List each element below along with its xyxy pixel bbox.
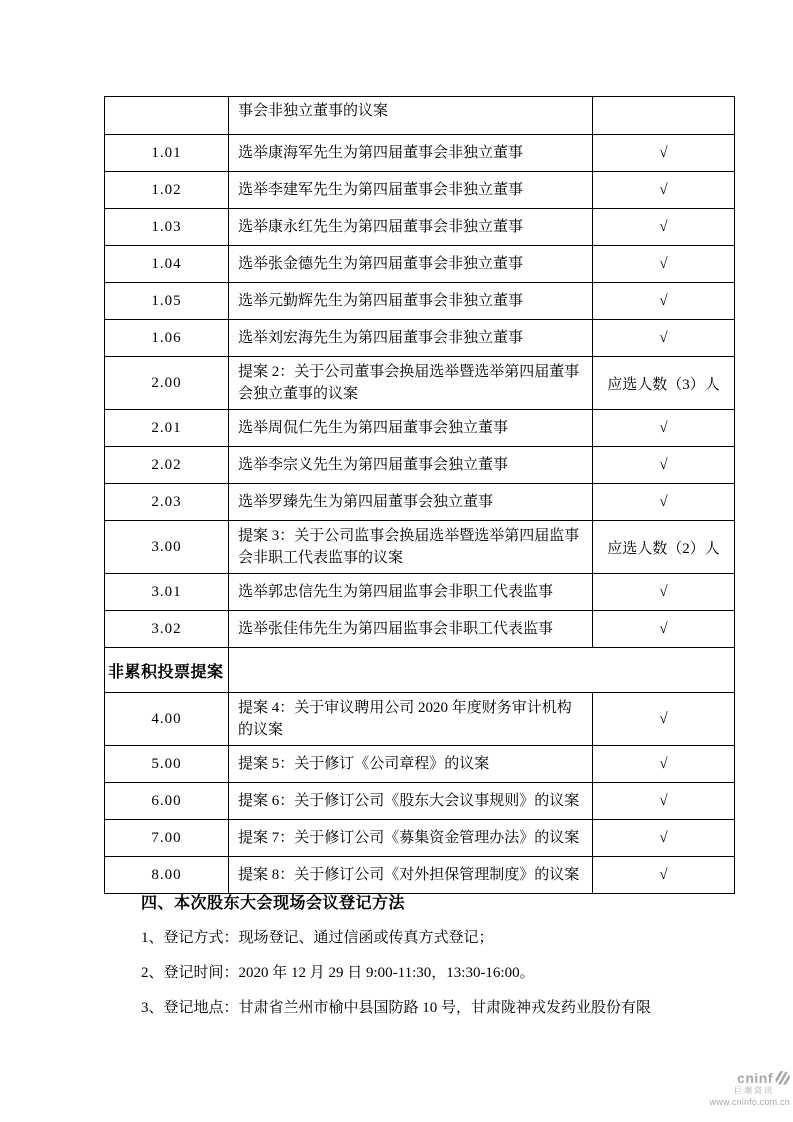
cell-proposal-number: 1.02	[105, 172, 229, 209]
cell-proposal-text: 提案 5：关于修订《公司章程》的议案	[229, 746, 593, 783]
cell-proposal-number: 2.00	[105, 357, 229, 410]
proposal-table-body	[105, 97, 735, 894]
registration-item-method: 1、登记方式：现场登记、通过信函或传真方式登记；	[141, 930, 494, 946]
cell-proposal-number: 2.02	[105, 447, 229, 484]
table-row	[105, 783, 735, 820]
cell-proposal-text: 选举刘宏海先生为第四届董事会非独立董事	[229, 320, 593, 357]
cell-vote-mark: √	[593, 410, 735, 447]
table-row	[105, 135, 735, 172]
table-row	[105, 283, 735, 320]
cell-proposal-text: 事会非独立董事的议案	[229, 97, 593, 135]
cninfo-brand-text: cninf	[737, 1070, 773, 1086]
cell-proposal-text: 选举张金德先生为第四届董事会非独立董事	[229, 246, 593, 283]
cell-vote-mark: √	[593, 693, 735, 746]
cell-vote-mark: √	[593, 209, 735, 246]
cell-proposal-text: 提案 4：关于审议聘用公司 2020 年度财务审计机构的议案	[229, 693, 593, 746]
cell-proposal-text: 选举张佳伟先生为第四届监事会非职工代表监事	[229, 611, 593, 648]
section-label: 非累积投票提案	[105, 648, 229, 693]
table-row	[105, 484, 735, 521]
cell-proposal-number: 5.00	[105, 746, 229, 783]
cninfo-url: www.cninfo.com.cn	[709, 1097, 790, 1107]
cell-vote-mark: √	[593, 857, 735, 894]
table-row	[105, 410, 735, 447]
cell-proposal-text: 提案 3：关于公司监事会换届选举暨选举第四届监事会非职工代表监事的议案	[229, 521, 593, 574]
cninfo-watermark	[698, 1071, 790, 1107]
registration-section	[141, 893, 721, 1019]
cninfo-name: 巨潮资讯	[734, 1086, 774, 1095]
table-row	[105, 209, 735, 246]
table-row	[105, 246, 735, 283]
table-row	[105, 521, 735, 574]
table-row	[105, 693, 735, 746]
cell-proposal-text: 提案 6：关于修订公司《股东大会议事规则》的议案	[229, 783, 593, 820]
cell-vote-mark: √	[593, 246, 735, 283]
cell-vote-mark: √	[593, 135, 735, 172]
cell-proposal-number: 1.04	[105, 246, 229, 283]
table-row	[105, 97, 735, 135]
table-row	[105, 320, 735, 357]
cell-vote-mark: √	[593, 820, 735, 857]
cell-proposal-text: 选举周侃仁先生为第四届董事会独立董事	[229, 410, 593, 447]
table-row	[105, 820, 735, 857]
cell-proposal-number: 3.00	[105, 521, 229, 574]
cell-proposal-number: 1.01	[105, 135, 229, 172]
cell-vote-mark: √	[593, 283, 735, 320]
cell-vote-mark	[593, 97, 735, 135]
registration-item-place: 3、登记地点：甘肃省兰州市榆中县国防路 10 号，甘肃陇神戎发药业股份有限	[141, 1000, 652, 1016]
cell-vote-mark: √	[593, 783, 735, 820]
cell-proposal-number: 3.01	[105, 574, 229, 611]
cell-proposal-number: 1.03	[105, 209, 229, 246]
cell-proposal-text: 选举元勤辉先生为第四届董事会非独立董事	[229, 283, 593, 320]
cell-proposal-number	[105, 97, 229, 135]
cell-proposal-number: 6.00	[105, 783, 229, 820]
table-row	[105, 574, 735, 611]
cell-proposal-text: 提案 2：关于公司董事会换届选举暨选举第四届董事会独立董事的议案	[229, 357, 593, 410]
cell-proposal-text: 提案 8：关于修订公司《对外担保管理制度》的议案	[229, 857, 593, 894]
table-row	[105, 447, 735, 484]
cell-proposal-text: 选举李宗义先生为第四届董事会独立董事	[229, 447, 593, 484]
cninfo-logo	[698, 1071, 790, 1085]
registration-heading: 四、本次股东大会现场会议登记方法	[141, 895, 406, 912]
table-row	[105, 857, 735, 894]
table-row	[105, 357, 735, 410]
cell-vote-mark: √	[593, 746, 735, 783]
cell-proposal-number: 2.03	[105, 484, 229, 521]
registration-item-time: 2、登记时间：2020 年 12 月 29 日 9:00-11:30，13:30-16:00。	[141, 965, 535, 981]
cell-proposal-text: 选举李建军先生为第四届董事会非独立董事	[229, 172, 593, 209]
cell-proposal-text: 选举康海军先生为第四届董事会非独立董事	[229, 135, 593, 172]
cninfo-swirl-icon	[775, 1071, 790, 1085]
cell-vote-mark: √	[593, 320, 735, 357]
cell-proposal-number: 4.00	[105, 693, 229, 746]
cell-proposal-text: 选举罗臻先生为第四届董事会独立董事	[229, 484, 593, 521]
proposal-table	[104, 96, 735, 894]
cell-vote-mark: 应选人数（3）人	[593, 357, 735, 410]
cell-proposal-number: 2.01	[105, 410, 229, 447]
cell-vote-mark: √	[593, 484, 735, 521]
section-empty-cell	[229, 648, 735, 693]
cell-proposal-text: 提案 7：关于修订公司《募集资金管理办法》的议案	[229, 820, 593, 857]
cell-proposal-number: 7.00	[105, 820, 229, 857]
cell-proposal-text: 选举康永红先生为第四届董事会非独立董事	[229, 209, 593, 246]
cell-vote-mark: √	[593, 611, 735, 648]
table-row	[105, 172, 735, 209]
cell-vote-mark: 应选人数（2）人	[593, 521, 735, 574]
cell-proposal-text: 选举郭忠信先生为第四届监事会非职工代表监事	[229, 574, 593, 611]
table-row	[105, 611, 735, 648]
cell-vote-mark: √	[593, 172, 735, 209]
cell-vote-mark: √	[593, 574, 735, 611]
cell-vote-mark: √	[593, 447, 735, 484]
cell-proposal-number: 3.02	[105, 611, 229, 648]
proposal-table-container	[104, 96, 734, 894]
cell-proposal-number: 1.05	[105, 283, 229, 320]
table-row	[105, 746, 735, 783]
table-row	[105, 648, 735, 693]
cell-proposal-number: 8.00	[105, 857, 229, 894]
cell-proposal-number: 1.06	[105, 320, 229, 357]
